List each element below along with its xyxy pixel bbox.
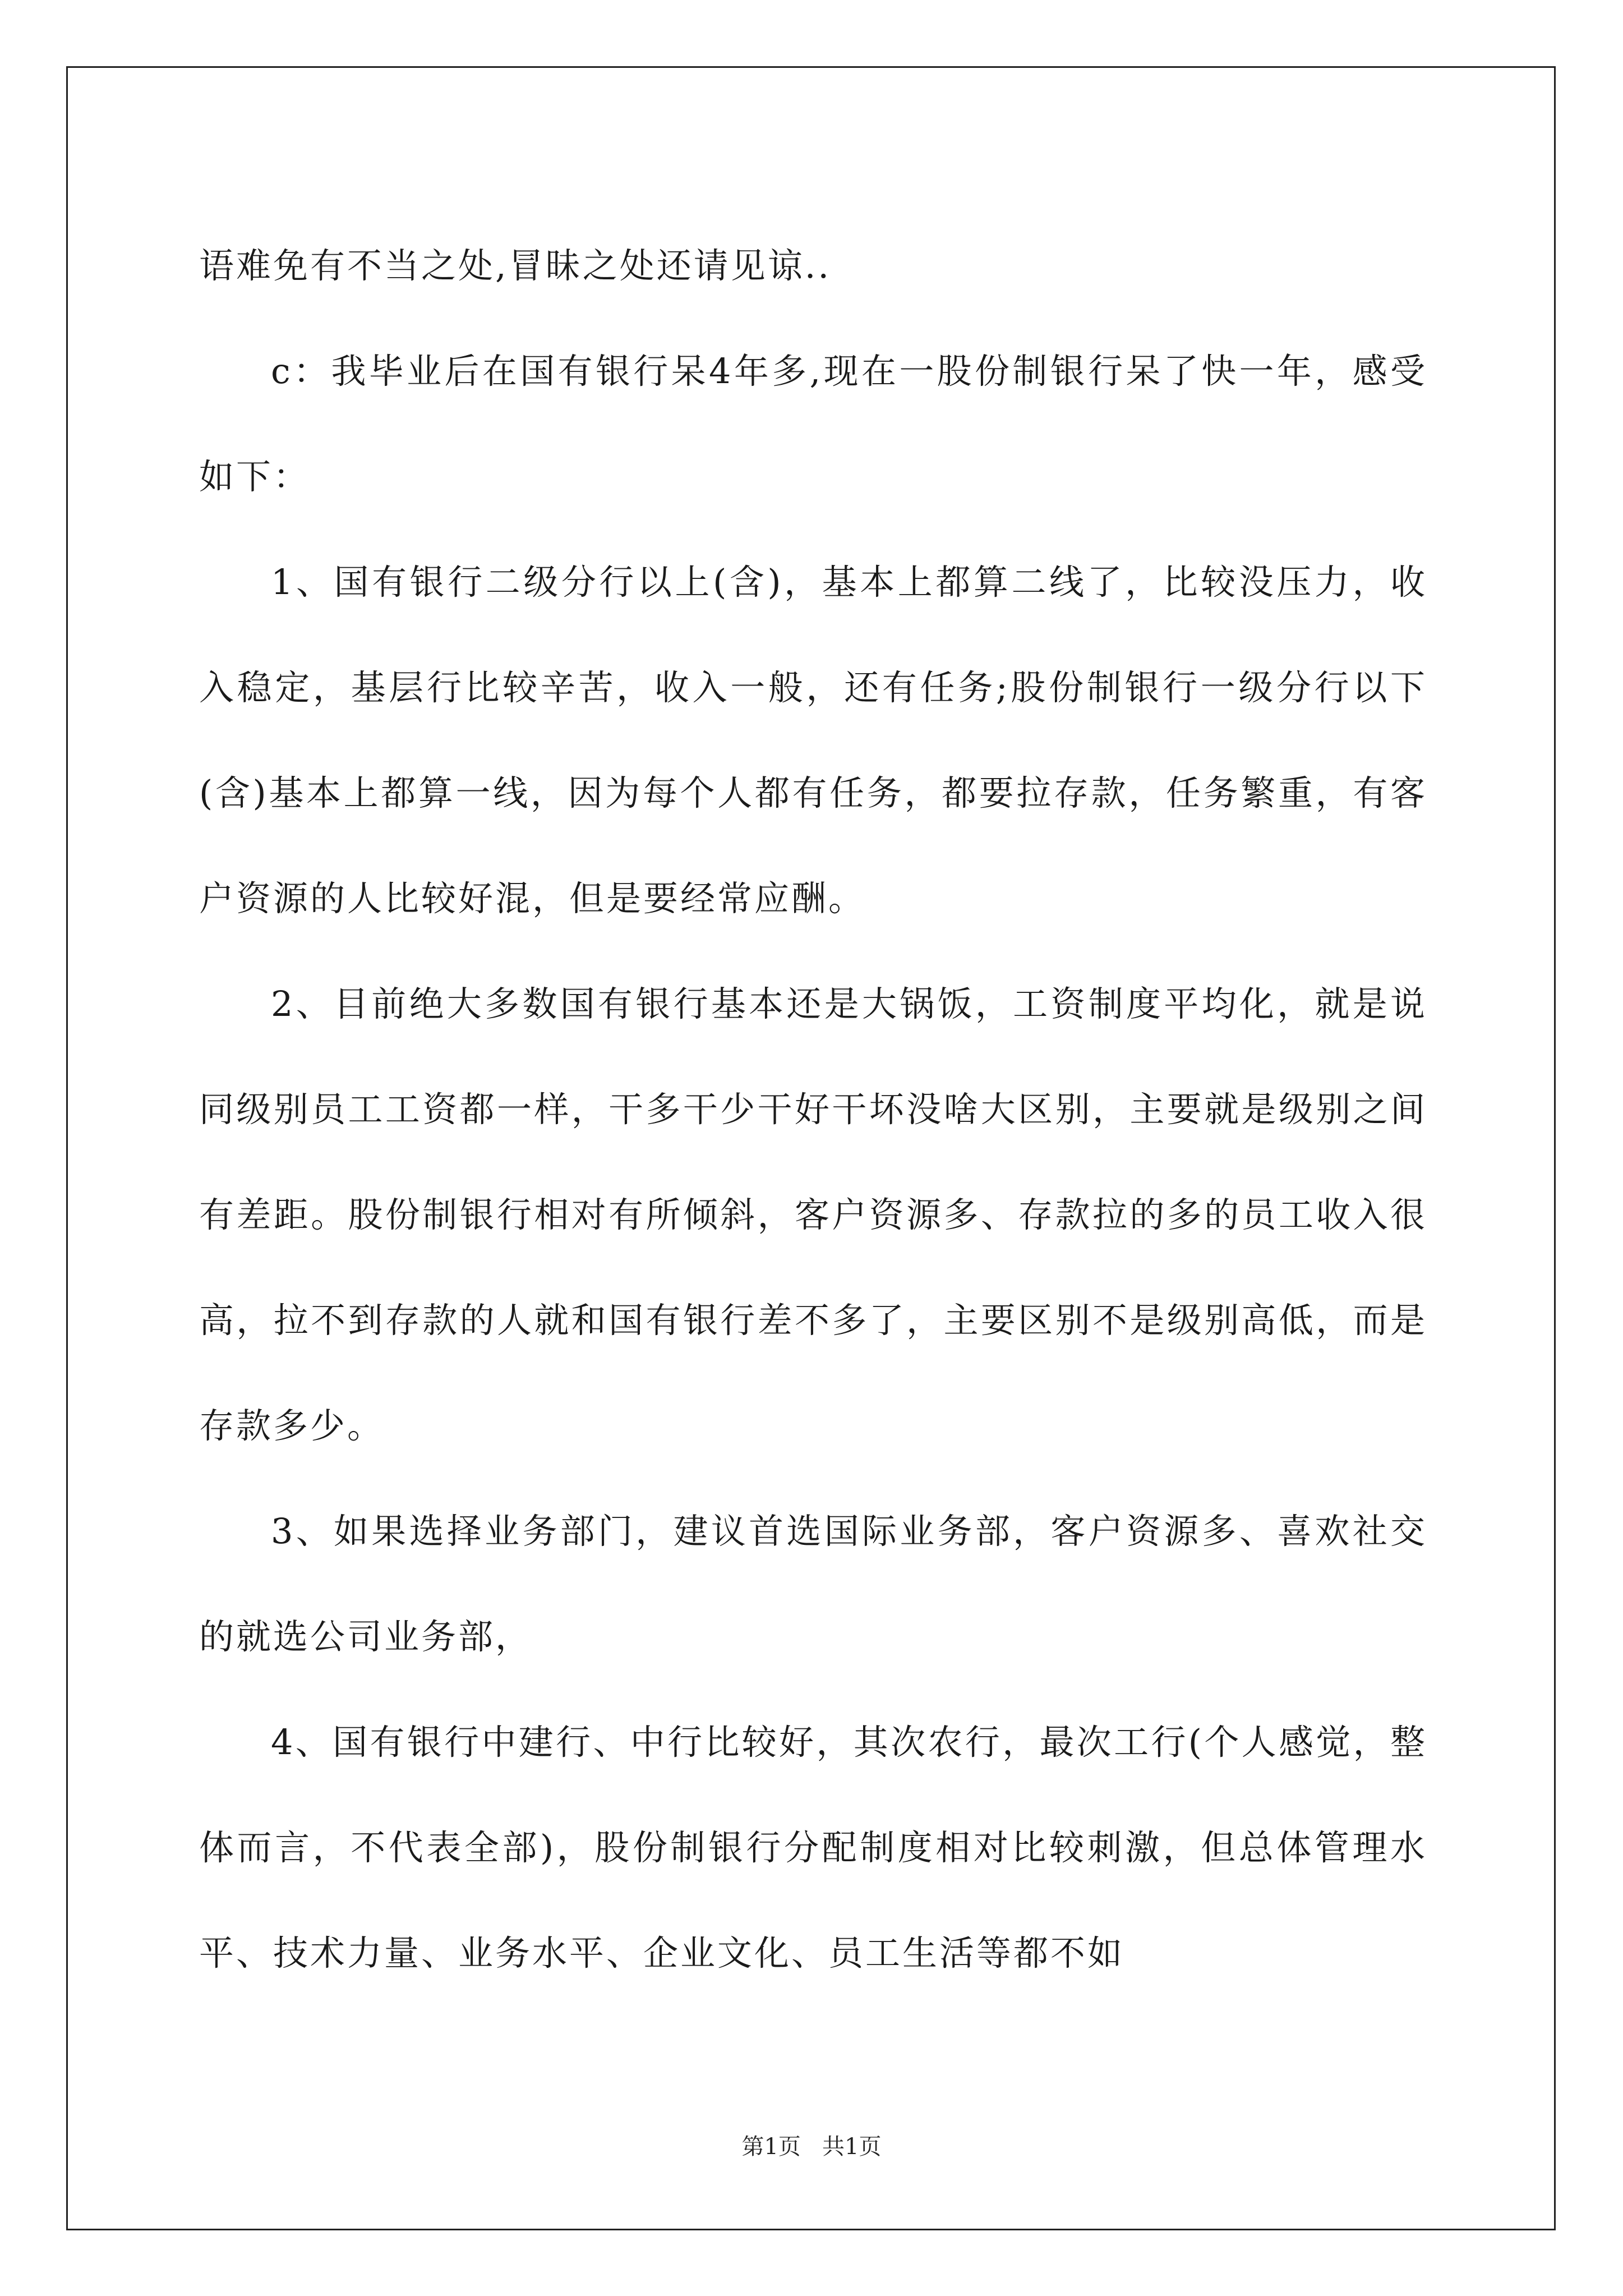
document-body [199,213,1427,2006]
paragraph-2: 2、目前绝大多数国有银行基本还是大锅饭，工资制度平均化，就是说同级别员工工资都一样，干多干少干好干坏没啥大区别，主要就是级别之间有差距。股份制银行相对有所倾斜，客户资源多、存款拉的多的员工收入很高，拉不到存款的人就和国有银行差不多了，主要区别不是级别高低，而是存款多少。 [199,983,1427,1446]
paragraph-1: 1、国有银行二级分行以上(含)，基本上都算二线了，比较没压力，收入稳定，基层行比较辛苦，收入一般，还有任务;股份制银行一级分行以下(含)基本上都算一线，因为每个人都有任务，都要拉存款，任务繁重，有客户资源的人比较好混，但是要经常应酬。 [199,562,1427,919]
page-footer: 第1页 共1页 [741,2134,882,2160]
paragraph-continuation: 语难免有不当之处,冒昧之处还请见谅.. [199,245,832,286]
paragraph-c: c：我毕业后在国有银行呆4年多,现在一股份制银行呆了快一年，感受如下： [199,351,1427,497]
paragraph-3: 3、如果选择业务部门，建议首选国际业务部，客户资源多、喜欢社交的就选公司业务部， [199,1511,1427,1657]
paragraph-4: 4、国有银行中建行、中行比较好，其次农行，最次工行(个人感觉，整体而言，不代表全部)，股份制银行分配制度相对比较刺激，但总体管理水平、技术力量、业务水平、企业文化、员工生活等都不如 [199,1722,1427,1973]
